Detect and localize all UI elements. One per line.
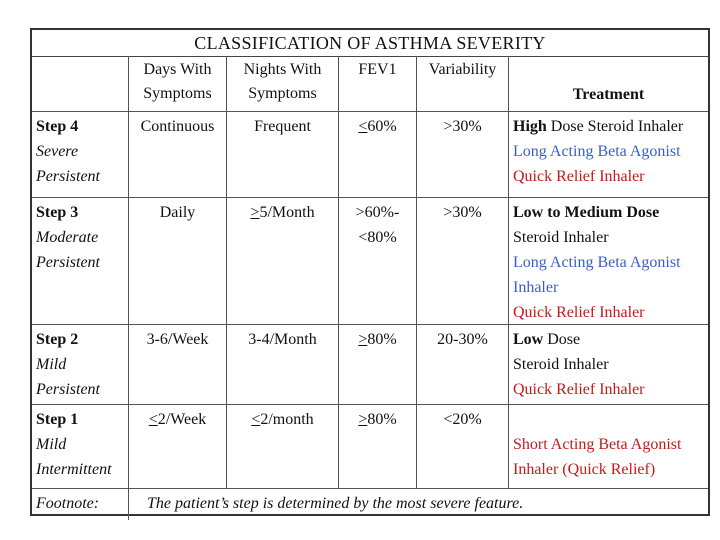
step-name: Step 1 [36,411,79,428]
footnote-label: Footnote: [32,489,129,520]
step-type: Intermittent [36,461,112,478]
days-cell: Daily [129,198,227,325]
fev1-cell [339,112,417,198]
variability-cell: >30% [417,198,509,325]
nights-cell [227,198,339,325]
header-days-line2: Symptoms [143,85,212,102]
nights-cell: Frequent [227,112,339,198]
treatment-line: Steroid Inhaler [513,356,609,373]
nights-symbol: < [251,411,261,428]
step-name: Step 2 [36,331,79,348]
fev1-line1: >60%- [355,204,400,221]
treatment-line [513,407,704,432]
step-severity: Severe [36,143,79,160]
days-value: 2/Week [157,411,207,428]
nights-value: 5/Month [259,204,315,221]
treatment-line: Long Acting Beta Agonist [513,143,681,160]
header-treatment [509,56,708,112]
treatment-line: Quick Relief Inhaler [513,381,645,398]
treatment-line: Inhaler (Quick Relief) [513,461,656,478]
step-severity: Moderate [36,229,99,246]
step-cell [32,112,129,198]
treatment-cell [509,112,708,198]
nights-cell [227,405,339,489]
treatment-line: Short Acting Beta Agonist [513,436,682,453]
step-type: Persistent [36,254,100,271]
footnote-text: The patient’s step is determined by the most severe feature. [147,495,524,512]
step-severity: Mild [36,356,67,373]
treatment-line: Low to Medium Dose [513,204,660,221]
treatment-cell [509,198,708,325]
nights-value: 2/month [260,411,314,428]
step-severity: Mild [36,436,67,453]
days-cell: Continuous [129,112,227,198]
nights-cell: 3-4/Month [227,325,339,405]
treatment-line: Low Dose [513,331,581,348]
fev1-value: 80% [367,411,397,428]
header-nights-line1: Nights With [243,61,322,78]
treatment-line: Quick Relief Inhaler [513,304,645,321]
treatment-line: Quick Relief Inhaler [513,168,645,185]
variability-cell: <20% [417,405,509,489]
variability-cell: >30% [417,112,509,198]
treatment-line: High Dose Steroid Inhaler [513,118,684,135]
step-name: Step 4 [36,118,79,135]
step-cell [32,325,129,405]
nights-symbol: > [250,204,260,221]
treatment-cell [509,405,708,489]
treatment-line: Steroid Inhaler [513,229,609,246]
header-step [32,56,129,112]
asthma-severity-table [30,28,710,516]
fev1-symbol: > [358,331,368,348]
header-days-with-symptoms [129,56,227,112]
days-cell [129,405,227,489]
fev1-cell [339,198,417,325]
header-days-line1: Days With [143,61,212,78]
treatment-line: Long Acting Beta Agonist [513,254,681,271]
fev1-symbol: < [358,118,368,135]
table-title: CLASSIFICATION OF ASTHMA SEVERITY [32,30,708,57]
header-nights-with-symptoms [227,56,339,112]
variability-cell: 20-30% [417,325,509,405]
table-grid [32,56,708,514]
header-variability: Variability [417,56,509,112]
step-type: Persistent [36,168,100,185]
fev1-value: 80% [367,331,397,348]
fev1-cell [339,325,417,405]
header-fev1: FEV1 [339,56,417,112]
step-type: Persistent [36,381,100,398]
fev1-line2: <80% [358,229,397,246]
fev1-symbol: > [358,411,368,428]
fev1-cell [339,405,417,489]
treatment-cell [509,325,708,405]
header-nights-line2: Symptoms [248,85,317,102]
step-cell [32,405,129,489]
step-cell [32,198,129,325]
days-symbol: < [148,411,158,428]
header-treatment-label: Treatment [572,86,645,103]
days-cell: 3-6/Week [129,325,227,405]
step-name: Step 3 [36,204,79,221]
fev1-value: 60% [367,118,397,135]
treatment-line: Inhaler [513,279,559,296]
